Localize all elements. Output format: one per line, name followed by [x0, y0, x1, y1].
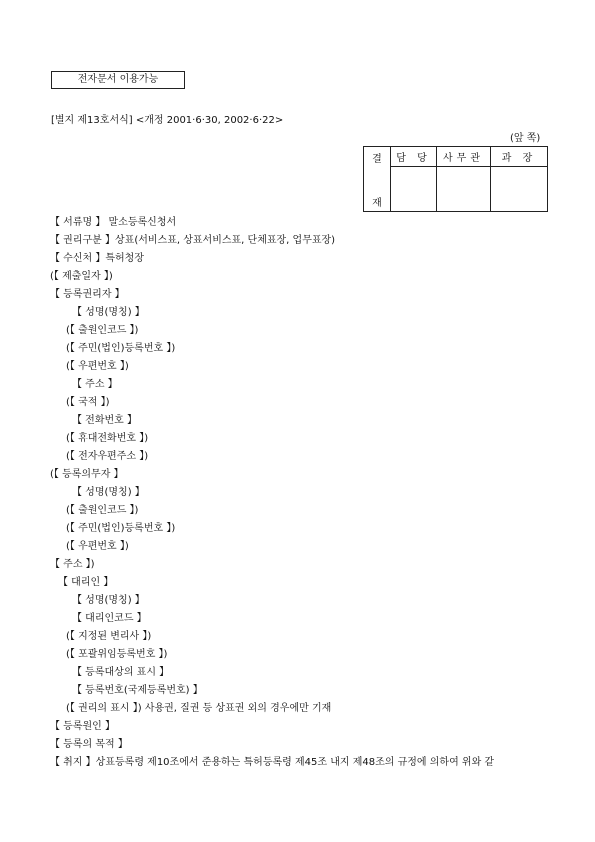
field-registrant-name: 【 성명(명칭) 】 [72, 307, 145, 318]
field-registration-target: 【 등록대상의 표시 】 [72, 667, 170, 678]
field-right-type: 【 권리구분 】상표(서비스표, 상표서비스표, 단체표장, 업무표장) [50, 235, 336, 246]
field-right-indication: (【 권리의 표시 】) 사용권, 질권 등 상표권 외의 경우에만 기재 [66, 703, 332, 714]
field-registration-purpose: 【 등록의 목적 】 [50, 739, 128, 750]
field-registrant-postal-code: (【 우편번호 】) [66, 361, 129, 372]
field-recipient: 【 수신처 】특허청장 [50, 253, 144, 264]
field-obligor-postal-code: (【 우편번호 】) [66, 541, 129, 552]
field-registrant-id-number: (【 주민(법인)등록번호 】) [66, 343, 176, 354]
field-registrant-email: (【 전자우편주소 】) [66, 451, 149, 462]
approval-side-bottom: 재 [372, 198, 382, 209]
field-obligor-address: 【 주소 】) [50, 559, 95, 570]
approval-sign-officer[interactable] [437, 167, 491, 212]
field-agent-name: 【 성명(명칭) 】 [72, 595, 145, 606]
approval-sign-director[interactable] [491, 167, 548, 212]
field-registrant-mobile: (【 휴대전화번호 】) [66, 433, 149, 444]
field-agent: 【 대리인 】 [58, 577, 114, 588]
form-header: [별지 제13호서식] <개정 2001·6·30, 2002·6·22> [51, 115, 284, 126]
field-document-name: 【 서류명 】 말소등록신청서 [50, 217, 177, 228]
approval-side-cell [364, 147, 391, 212]
field-registrant: 【 등록권리자 】 [50, 289, 125, 300]
field-obligor-name: 【 성명(명칭) 】 [72, 487, 145, 498]
approval-sign-staff[interactable] [391, 167, 437, 212]
field-submission-date: (【 제출일자 】) [50, 271, 113, 282]
field-registration-number: 【 등록번호(국제등록번호) 】 [72, 685, 203, 696]
field-purport: 【 취지 】상표등록령 제10조에서 준용하는 특허등록령 제45조 내지 제48조의 규정에 의하여 위와 같 [50, 757, 495, 768]
field-obligor-id-number: (【 주민(법인)등록번호 】) [66, 523, 176, 534]
field-designated-attorney: (【 지정된 변리사 】) [66, 631, 152, 642]
field-general-power-number: (【 포괄위임등록번호 】) [66, 649, 168, 660]
approval-header-staff: 담 당 [391, 147, 437, 167]
approval-table [363, 146, 548, 212]
field-agent-code: 【 대리인코드 】 [72, 613, 147, 624]
field-registrant-address: 【 주소 】 [72, 379, 118, 390]
approval-header-director: 과 장 [491, 147, 548, 167]
field-registrant-applicant-code: (【 출원인코드 】) [66, 325, 139, 336]
field-obligor: (【 등록의무자 】 [50, 469, 124, 480]
field-registrant-nationality: (【 국적 】) [66, 397, 110, 408]
electronic-document-badge: 전자문서 이용가능 [51, 71, 185, 89]
approval-side-top: 결 [372, 154, 382, 165]
field-registrant-phone: 【 전화번호 】 [72, 415, 137, 426]
field-registration-cause: 【 등록원인 】 [50, 721, 115, 732]
field-obligor-applicant-code: (【 출원인코드 】) [66, 505, 139, 516]
approval-header-officer: 사무관 [437, 147, 491, 167]
page-side-label: (앞 쪽) [510, 133, 541, 144]
